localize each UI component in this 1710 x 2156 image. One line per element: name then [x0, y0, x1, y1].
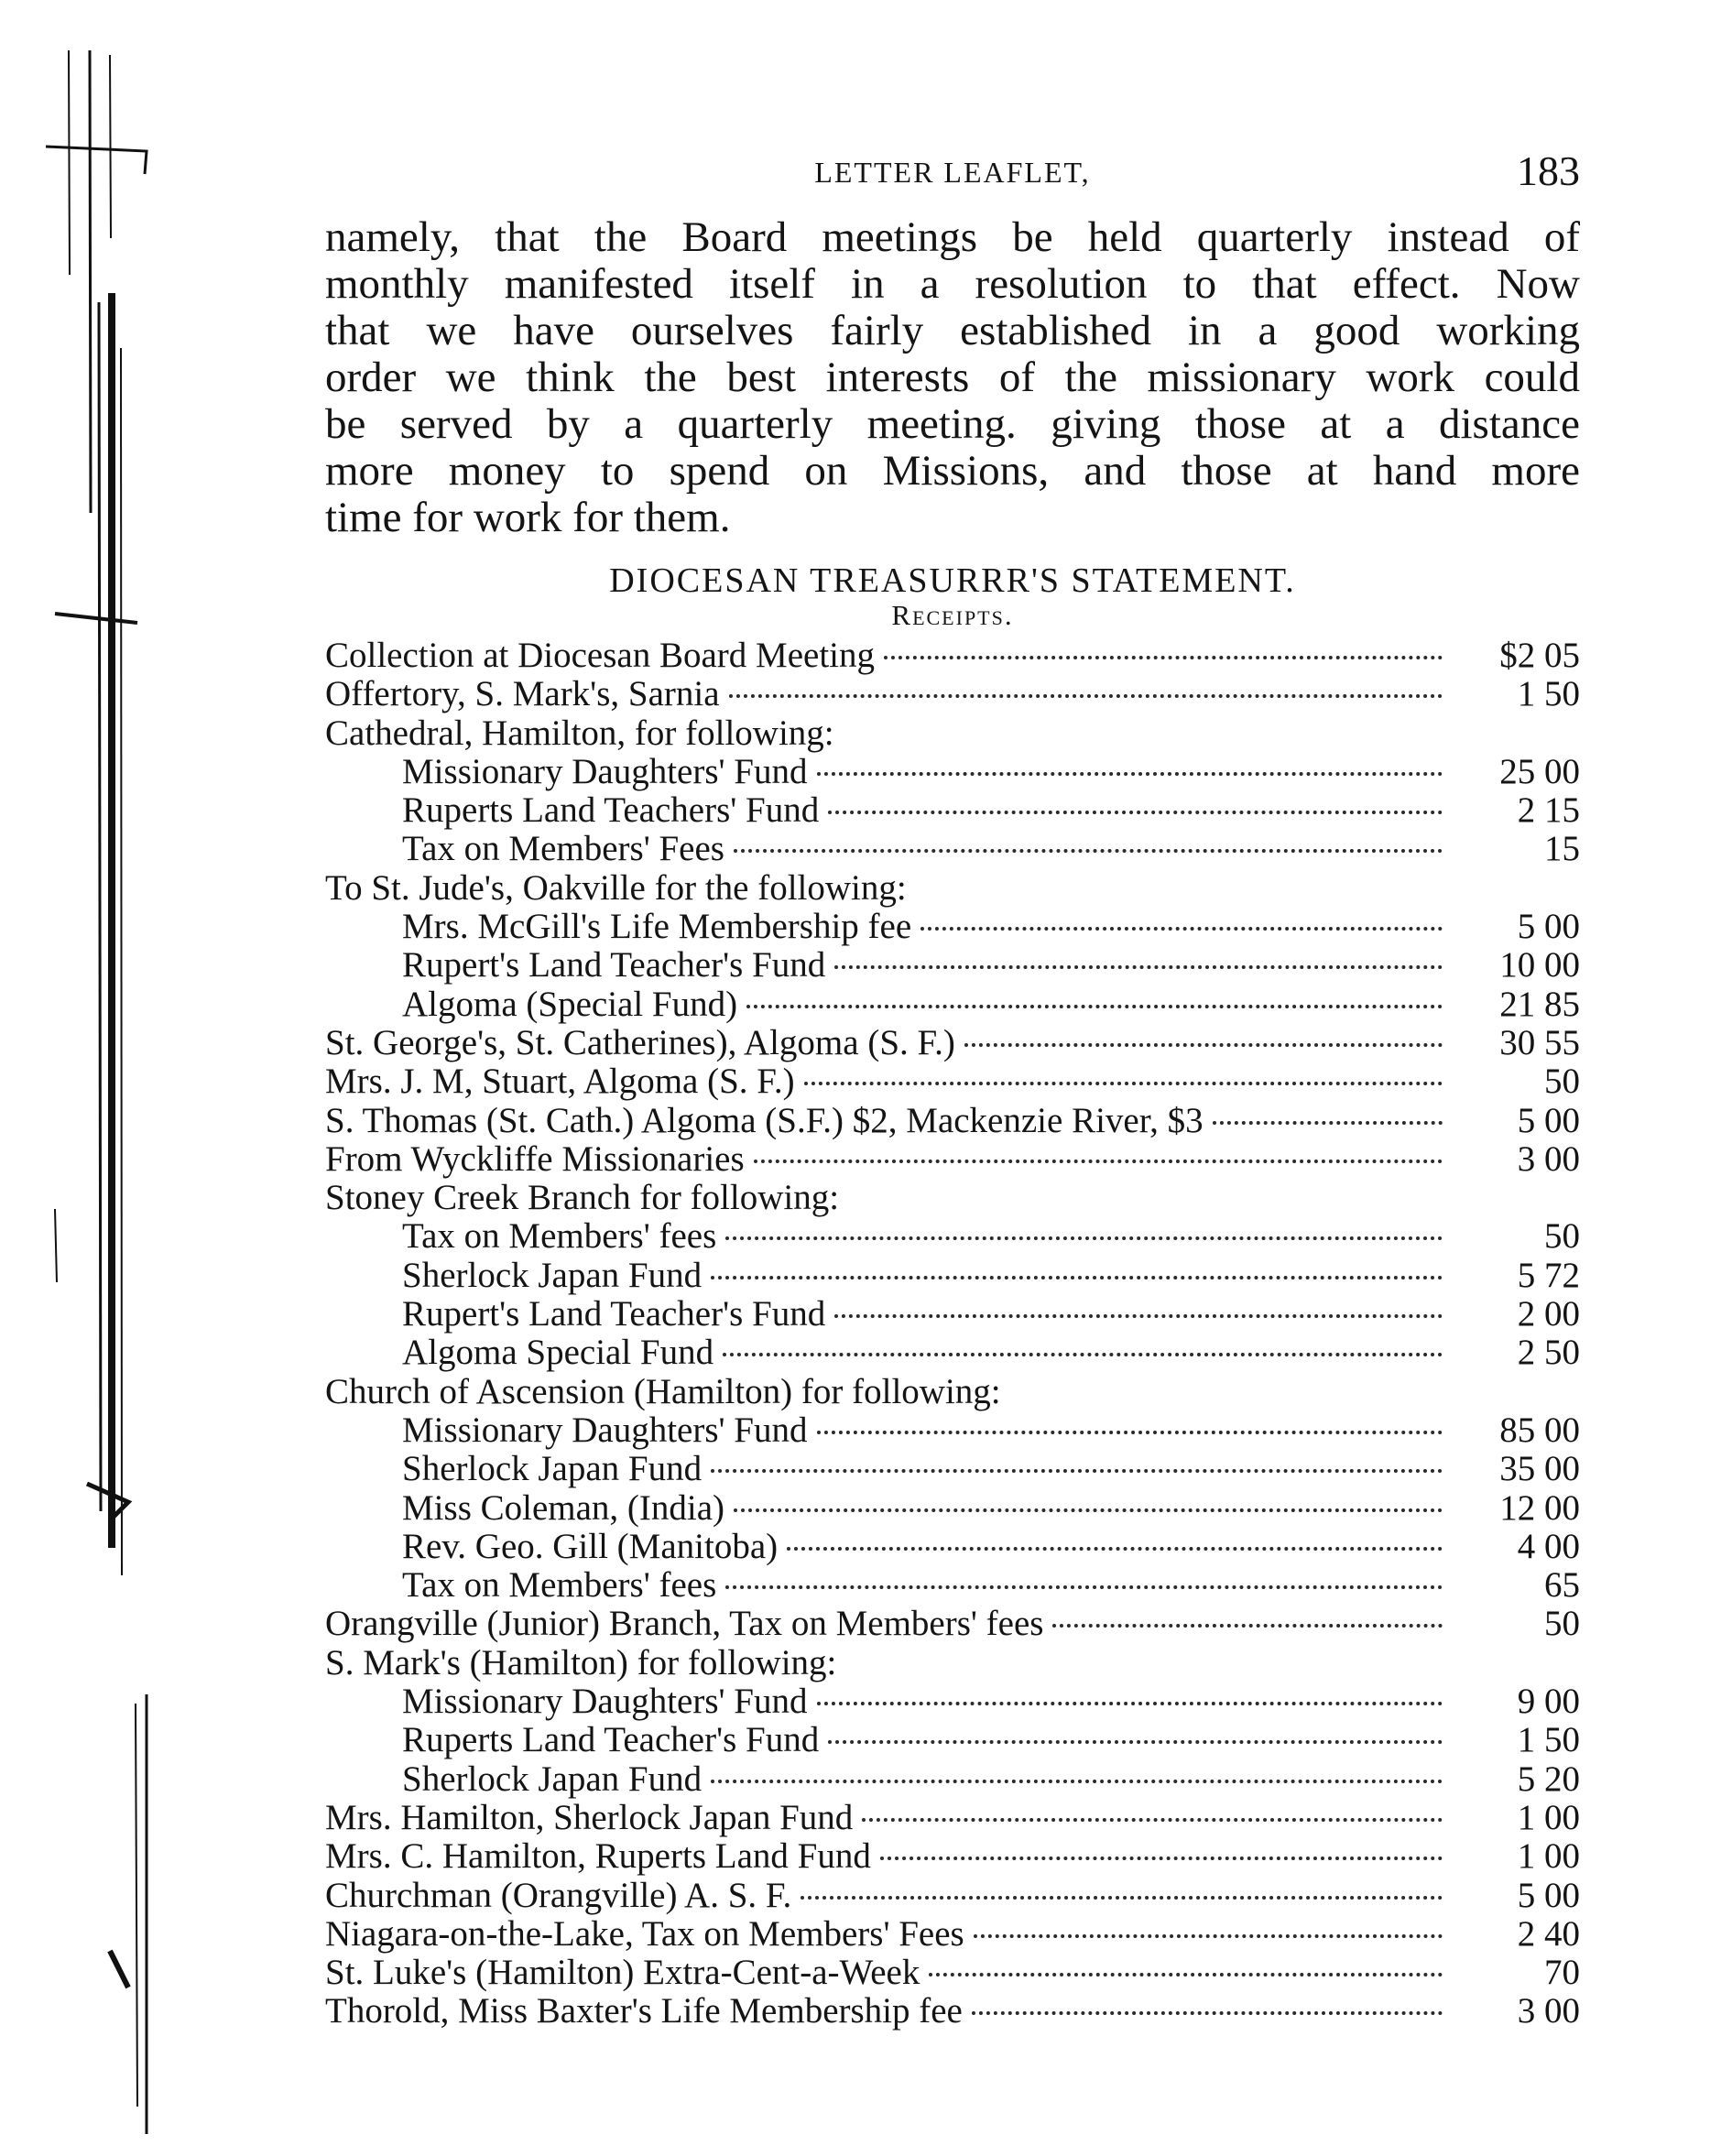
- dot-leader: [711, 1469, 1443, 1473]
- dot-leader: [725, 1585, 1443, 1589]
- ledger-row: [325, 1217, 1580, 1256]
- ledger-description: St. Luke's (Hamilton) Extra-Cent-a-Week: [325, 1953, 920, 1993]
- ledger-description: Niagara-on-the-Lake, Tax on Members' Fees: [325, 1913, 964, 1954]
- statement-heading: DIOCESAN TREASURRR'S STATEMENT.: [609, 561, 1296, 600]
- dot-leader: [817, 1702, 1443, 1705]
- ledger-description: Orangville (Junior) Branch, Tax on Members' fees: [325, 1604, 1044, 1644]
- receipts-ledger: [325, 637, 1580, 2031]
- ledger-row: [325, 1528, 1580, 1566]
- ledger-row: [325, 1799, 1580, 1837]
- dot-leader: [711, 1276, 1443, 1279]
- ledger-amount: 70: [1544, 1953, 1580, 1993]
- dot-leader: [734, 849, 1443, 853]
- ledger-row: [325, 1450, 1580, 1488]
- ledger-description: Mrs. McGill's Life Membership fee: [402, 907, 912, 947]
- dot-leader: [817, 772, 1443, 776]
- ledger-row: [325, 1954, 1580, 1992]
- ledger-row: [325, 908, 1580, 946]
- ledger-amount: 3 00: [1517, 1138, 1580, 1179]
- ledger-amount: 2 15: [1517, 790, 1580, 831]
- ledger-row: [325, 791, 1580, 830]
- ledger-row: [325, 1102, 1580, 1140]
- paragraph-line: order we think the best interests of the missionary work could: [325, 354, 1580, 401]
- ledger-description: Missionary Daughters' Fund: [402, 751, 808, 791]
- dot-leader: [817, 1431, 1443, 1434]
- ledger-row: [325, 1062, 1580, 1101]
- dot-leader: [734, 1508, 1443, 1512]
- dot-leader: [974, 1934, 1443, 1938]
- ledger-group-header: [325, 1373, 1580, 1411]
- ledger-row: [325, 1489, 1580, 1528]
- ledger-row: [325, 1682, 1580, 1721]
- ledger-description: Mrs. C. Hamilton, Ruperts Land Fund: [325, 1836, 871, 1877]
- ledger-description: Ruperts Land Teachers' Fund: [402, 790, 820, 831]
- ledger-group-header: [325, 714, 1580, 753]
- ledger-row: [325, 1566, 1580, 1605]
- ledger-row: [325, 1605, 1580, 1643]
- ledger-description: Tax on Members' Fees: [402, 829, 724, 869]
- dot-leader: [1052, 1624, 1443, 1628]
- ledger-amount: 50: [1544, 1604, 1580, 1644]
- running-title: LETTER LEAFLET,: [814, 156, 1091, 189]
- ledger-amount: 5 00: [1517, 1875, 1580, 1915]
- ledger-description: Missionary Daughters' Fund: [402, 1410, 808, 1450]
- ledger-description: Thorold, Miss Baxter's Life Membership fee: [325, 1991, 963, 2031]
- ledger-row: [325, 1992, 1580, 2031]
- ledger-amount: 2 50: [1517, 1333, 1580, 1373]
- ledger-amount: 30 55: [1499, 1022, 1580, 1062]
- dot-leader: [884, 656, 1443, 659]
- ledger-row: [325, 1334, 1580, 1372]
- dot-leader: [834, 965, 1443, 969]
- ledger-amount: 9 00: [1517, 1682, 1580, 1722]
- dot-leader: [754, 1160, 1443, 1163]
- paragraph-line: time for work for them.: [325, 494, 731, 541]
- dot-leader: [964, 1043, 1443, 1047]
- ledger-description: Mrs. Hamilton, Sherlock Japan Fund: [325, 1797, 854, 1837]
- ledger-description: Tax on Members' fees: [402, 1216, 717, 1257]
- ledger-description: Sherlock Japan Fund: [402, 1449, 703, 1489]
- ledger-description: From Wyckliffe Missionaries: [325, 1138, 745, 1179]
- ledger-amount: 5 20: [1517, 1759, 1580, 1799]
- body-paragraph: [325, 214, 1580, 541]
- ledger-amount: 85 00: [1499, 1410, 1580, 1450]
- ledger-description: Stoney Creek Branch for following:: [325, 1178, 840, 1218]
- paragraph-line: monthly manifested itself in a resolution to that effect. Now: [325, 260, 1580, 308]
- ledger-row: [325, 1877, 1580, 1915]
- ledger-row: [325, 637, 1580, 675]
- ledger-row: [325, 1760, 1580, 1799]
- ledger-amount: 50: [1544, 1216, 1580, 1257]
- dot-leader: [729, 694, 1443, 698]
- paragraph-line: namely, that the Board meetings be held quarterly instead of: [325, 213, 1580, 261]
- ledger-description: Algoma Special Fund: [402, 1333, 714, 1373]
- ledger-description: Sherlock Japan Fund: [402, 1255, 703, 1295]
- ledger-description: Miss Coleman, (India): [402, 1487, 725, 1528]
- ledger-row: [325, 1295, 1580, 1334]
- paragraph-line: more money to spend on Missions, and those at hand more: [325, 447, 1580, 495]
- running-head: [325, 147, 1580, 201]
- dot-leader: [920, 927, 1443, 931]
- dot-leader: [828, 1740, 1443, 1744]
- ledger-row: [325, 985, 1580, 1024]
- ledger-amount: 1 50: [1517, 1720, 1580, 1760]
- ledger-row: [325, 946, 1580, 985]
- ledger-amount: 50: [1544, 1062, 1580, 1102]
- ledger-row: [325, 1915, 1580, 1954]
- ledger-amount: 5 00: [1517, 907, 1580, 947]
- dot-leader: [862, 1818, 1443, 1822]
- ledger-description: Sherlock Japan Fund: [402, 1759, 703, 1799]
- dot-leader: [787, 1547, 1443, 1551]
- ledger-row: [325, 1257, 1580, 1295]
- ledger-amount: 3 00: [1517, 1991, 1580, 2031]
- dot-leader: [725, 1236, 1443, 1240]
- ledger-description: S. Mark's (Hamilton) for following:: [325, 1642, 837, 1682]
- ledger-description: Missionary Daughters' Fund: [402, 1682, 808, 1722]
- ledger-description: Rupert's Land Teacher's Fund: [402, 1294, 826, 1334]
- dot-leader: [1213, 1121, 1443, 1125]
- ledger-amount: $2 05: [1499, 636, 1580, 675]
- dot-leader: [804, 1082, 1443, 1085]
- ledger-description: Church of Ascension (Hamilton) for following:: [325, 1371, 1001, 1411]
- ledger-amount: 2 40: [1517, 1913, 1580, 1954]
- ledger-description: S. Thomas (St. Cath.) Algoma (S.F.) $2, Mackenzie River, $3: [325, 1100, 1204, 1140]
- ledger-row: [325, 675, 1580, 713]
- page-binding-edge: [0, 0, 174, 2151]
- ledger-description: Tax on Members' fees: [402, 1565, 717, 1606]
- dot-leader: [711, 1780, 1443, 1783]
- ledger-description: Algoma (Special Fund): [402, 984, 738, 1024]
- ledger-description: Offertory, S. Mark's, Sarnia: [325, 674, 720, 714]
- ledger-amount: 4 00: [1517, 1526, 1580, 1566]
- paragraph-line: that we have ourselves fairly established in a good working: [325, 307, 1580, 354]
- dot-leader: [723, 1353, 1443, 1356]
- ledger-description: Rev. Geo. Gill (Manitoba): [402, 1526, 779, 1566]
- ledger-group-header: [325, 1644, 1580, 1682]
- dot-leader: [828, 811, 1443, 814]
- ledger-group-header: [325, 1179, 1580, 1217]
- ledger-amount: 15: [1544, 829, 1580, 869]
- ledger-description: To St. Jude's, Oakville for the following:: [325, 867, 907, 908]
- ledger-row: [325, 753, 1580, 791]
- ledger-amount: 65: [1544, 1565, 1580, 1606]
- page-number: 183: [1517, 147, 1580, 194]
- ledger-description: Rupert's Land Teacher's Fund: [402, 945, 826, 985]
- ledger-row: [325, 1411, 1580, 1450]
- ledger-amount: 25 00: [1499, 751, 1580, 791]
- ledger-amount: 2 00: [1517, 1294, 1580, 1334]
- ledger-amount: 5 00: [1517, 1100, 1580, 1140]
- dot-leader: [929, 1973, 1443, 1976]
- ledger-amount: 1 00: [1517, 1836, 1580, 1877]
- ledger-description: Ruperts Land Teacher's Fund: [402, 1720, 820, 1760]
- ledger-amount: 35 00: [1499, 1449, 1580, 1489]
- dot-leader: [746, 1005, 1443, 1008]
- ledger-row: [325, 1140, 1580, 1179]
- ledger-row: [325, 1837, 1580, 1876]
- ledger-amount: 1 50: [1517, 674, 1580, 714]
- ledger-row: [325, 830, 1580, 868]
- statement-subheading: Receipts.: [891, 599, 1014, 631]
- ledger-amount: 1 00: [1517, 1797, 1580, 1837]
- ledger-description: St. George's, St. Catherines), Algoma (S. F.): [325, 1022, 955, 1062]
- ledger-description: Mrs. J. M, Stuart, Algoma (S. F.): [325, 1062, 795, 1102]
- dot-leader: [801, 1896, 1443, 1900]
- dot-leader: [880, 1857, 1443, 1860]
- ledger-amount: 21 85: [1499, 984, 1580, 1024]
- page-content: [325, 147, 1580, 2031]
- paragraph-line: be served by a quarterly meeting. giving those at a distance: [325, 400, 1580, 448]
- ledger-description: Collection at Diocesan Board Meeting: [325, 636, 876, 675]
- ledger-amount: 5 72: [1517, 1255, 1580, 1295]
- ledger-description: Churchman (Orangville) A. S. F.: [325, 1875, 792, 1915]
- ledger-description: Cathedral, Hamilton, for following:: [325, 713, 834, 753]
- ledger-amount: 12 00: [1499, 1487, 1580, 1528]
- ledger-group-header: [325, 869, 1580, 908]
- dot-leader: [972, 2011, 1443, 2015]
- ledger-row: [325, 1721, 1580, 1759]
- dot-leader: [834, 1314, 1443, 1318]
- ledger-amount: 10 00: [1499, 945, 1580, 985]
- ledger-row: [325, 1024, 1580, 1062]
